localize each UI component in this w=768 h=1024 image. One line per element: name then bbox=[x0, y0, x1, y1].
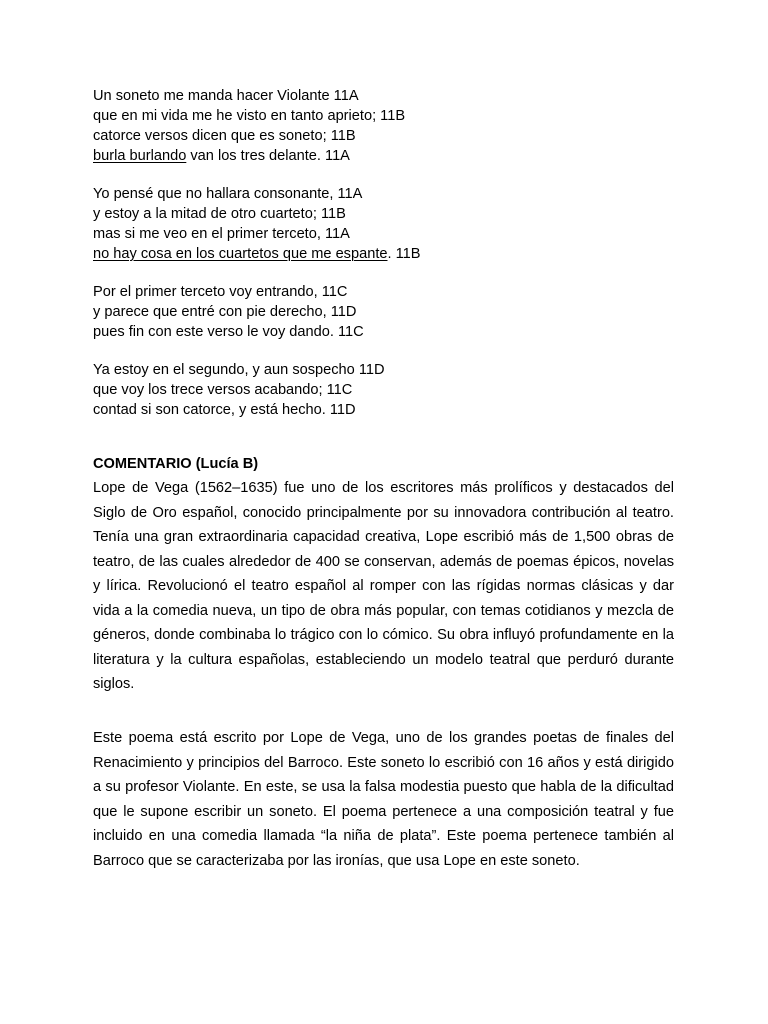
line-text: Ya estoy en el segundo, y aun sospecho 11D bbox=[93, 362, 385, 378]
document-page bbox=[93, 86, 674, 869]
stanza-1 bbox=[93, 86, 674, 166]
commentary-paragraph-1: Lope de Vega (1562–1635) fue uno de los escritores más prolíficos y destacados del Siglo de Oro español, conocido principalmente por su innovadora contribución al teatro. Tenía una gran extraordinaria capacidad creativa, Lope escribió más de 1,500 obras de teatro, de las cuales alrededor de 400 se conservan, además de poemas épicos, novelas y lírica. Revolucionó el teatro español al romper con las rígidas normas clásicas y dar vida a la comedia nueva, un tipo de obra más popular, con temas cotidianos y mezcla de géneros, donde combinaba lo trágico con lo cómico. Su obra influyó profundamente en la literatura y la cultura españolas, estableciendo un modelo teatral que perduró durante siglos. bbox=[93, 480, 674, 692]
commentary-paragraph-2: Este poema está escrito por Lope de Vega, uno de los grandes poetas de finales del Renacimiento y principios del Barroco. Este soneto lo escribió con 16 años y está dirigido a su profesor Violante. En este, se usa la falsa modestia puesto que habla de la dificultad que le supone escribir un soneto. El poema pertenece a una composición teatral y fue incluido en una comedia llamada “la niña de plata”. Este poema pertenece también al Barroco que se caracterizaba por las ironías, que usa Lope en este soneto. bbox=[93, 730, 674, 869]
underlined-text: no hay cosa en los cuartetos que me espante bbox=[93, 246, 388, 262]
stanza-4 bbox=[93, 360, 674, 420]
poem-line bbox=[93, 184, 674, 204]
line-text: Por el primer terceto voy entrando, 11C bbox=[93, 284, 348, 300]
poem-line bbox=[93, 360, 674, 380]
poem-line bbox=[93, 146, 674, 166]
poem bbox=[93, 86, 674, 420]
poem-line bbox=[93, 126, 674, 146]
poem-line bbox=[93, 86, 674, 106]
stanza-3 bbox=[93, 282, 674, 342]
line-text: van los tres delante. 11A bbox=[186, 148, 350, 164]
line-text: contad si son catorce, y está hecho. 11D bbox=[93, 402, 356, 418]
poem-line bbox=[93, 204, 674, 224]
line-text: Yo pensé que no hallara consonante, 11A bbox=[93, 186, 363, 202]
line-text: pues fin con este verso le voy dando. 11C bbox=[93, 324, 364, 340]
line-text: y parece que entré con pie derecho, 11D bbox=[93, 304, 357, 320]
poem-line bbox=[93, 106, 674, 126]
line-text: Un soneto me manda hacer Violante 11A bbox=[93, 88, 359, 104]
line-text: mas si me veo en el primer terceto, 11A bbox=[93, 226, 350, 242]
underlined-text: burla burlando bbox=[93, 148, 187, 164]
poem-line bbox=[93, 244, 674, 264]
poem-line bbox=[93, 302, 674, 322]
poem-line bbox=[93, 282, 674, 302]
line-text: . 11B bbox=[387, 246, 421, 262]
line-text: que voy los trece versos acabando; 11C bbox=[93, 382, 353, 398]
line-text: catorce versos dicen que es soneto; 11B bbox=[93, 128, 356, 144]
stanza-2 bbox=[93, 184, 674, 264]
commentary-heading: COMENTARIO (Lucía B) bbox=[93, 456, 259, 472]
poem-line bbox=[93, 224, 674, 244]
line-text: y estoy a la mitad de otro cuarteto; 11B bbox=[93, 206, 346, 222]
poem-line bbox=[93, 380, 674, 400]
line-text: que en mi vida me he visto en tanto aprieto; 11B bbox=[93, 108, 406, 124]
poem-line bbox=[93, 400, 674, 420]
poem-line bbox=[93, 322, 674, 342]
